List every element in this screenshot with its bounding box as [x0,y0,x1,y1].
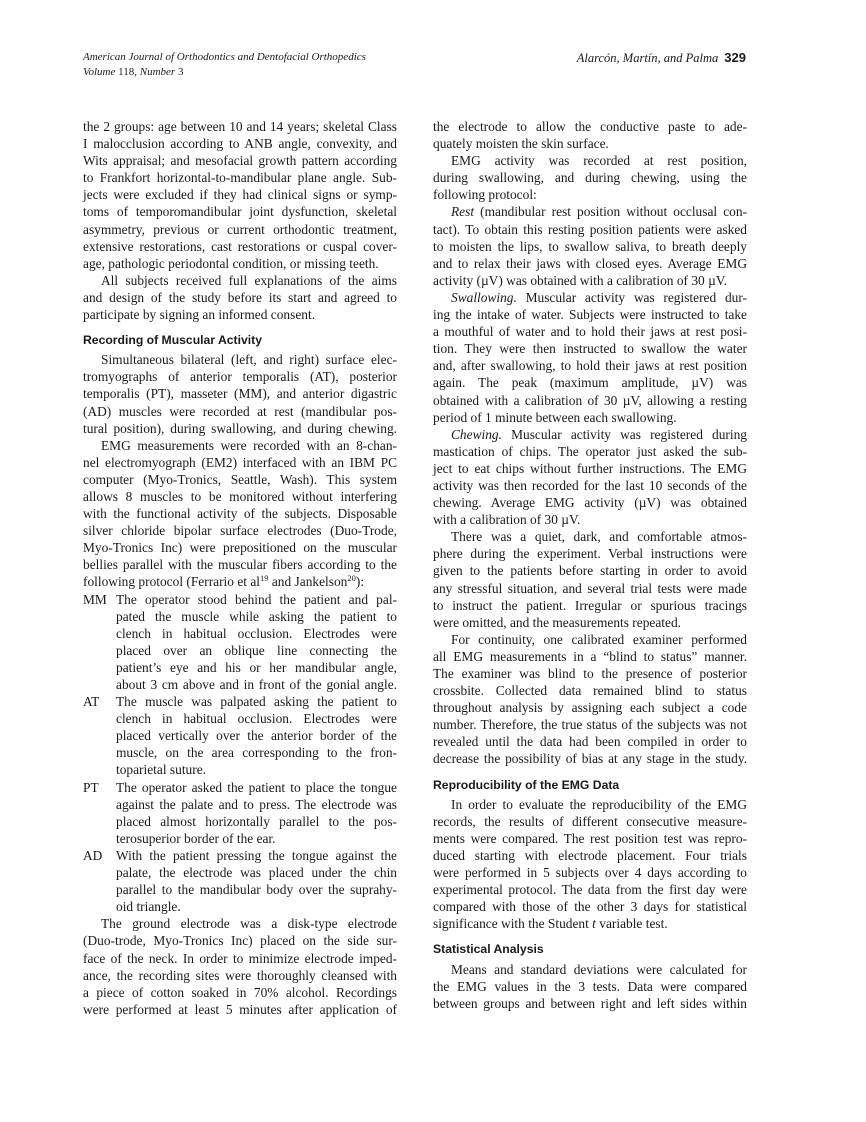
section-heading-statistical-analysis: Statistical Analysis [433,942,544,957]
text-line: nel electromyograph (EM2) interfaced with an IBM PC [83,454,397,470]
paragraph-atmosphere [433,528,747,631]
text-line: the electrode to allow the conductive paste to ade- [433,119,747,134]
protocol-item-pt [83,779,397,847]
text-line: obtained with a calibration of 30 µV, allowing a resting [433,392,747,408]
text-line: significance with the Student t variable test. [433,916,668,932]
text-line: age, pathologic periodontal condition, or missing teeth. [83,255,379,271]
text-line: (Duo-trode, Myo-Tronics Inc) placed on the side sur- [83,933,397,949]
text-line: toparietal suture. [116,762,206,778]
text-line: Myo-Tronics Inc) were prepositioned on the muscular [83,540,397,556]
text-line: phere during the experiment. Verbal instructions were [433,546,747,562]
text-line: ments were compared. The rest position test was repro- [433,830,747,846]
text-line: palate, the electrode was placed under the chin [116,865,397,881]
text-line: EMG measurements were recorded with an 8-chan- [101,437,397,453]
paragraph-inclusion-criteria [83,118,397,272]
text-line: against the palate and to press. The electrode was [116,796,397,812]
paragraph-paste [433,118,747,152]
journal-title: American Journal of Orthodontics and Dentofacial Orthopedics [83,51,366,63]
text-line: patient’s eye and his or her mandibular angle, [116,659,397,675]
text-line: given to the patients before starting in order to avoid [433,563,747,579]
text-line: activity was then recorded for the last 10 seconds of the [433,477,747,493]
text-line: and design of the study before its start and agreed to [83,289,397,305]
text-line: ing the intake of water. Subjects were instructed to take [433,307,747,323]
text-line: oid triangle. [116,899,181,915]
text-line: All subjects received full explanations of the aims [101,272,397,288]
right-column [433,118,747,1012]
text-line: jects were excluded if they had clinical signs or symp- [83,187,397,203]
running-header [83,50,746,86]
paragraph-consent [83,272,397,323]
text-line: temporalis (PT), masseter (MM), and anterior digastric [83,386,397,402]
text-line: to instruct the patient. Irregular or spurious tracings [433,597,747,613]
protocol-tag: MM [83,591,107,607]
protocol-tag: AD [83,847,103,863]
left-column [83,118,397,1018]
text-line: throughout analysis by assigning each subject a code [433,700,747,716]
text-line: ject to eat chips without further instructions. The EMG [433,460,747,476]
text-line: experimental protocol. The data from the first day were [433,882,747,898]
section-heading-reproducibility: Reproducibility of the EMG Data [433,777,620,792]
text-line: Swallowing. Muscular activity was registered dur- [451,289,747,305]
text-line: I malocclusion according to ANB angle, convexity, and [83,136,397,152]
text-line: muscle, on the area corresponding to the fron- [116,745,397,761]
text-line: a piece of cotton soaked in 70% alcohol. Recordings [83,984,397,1000]
text-line: There was a quiet, dark, and comfortable atmos- [451,529,747,545]
text-line: following protocol: [433,187,537,203]
text-line: Means and standard deviations were calculated for [451,961,747,977]
text-line: The ground electrode was a disk-type electrode [101,916,397,932]
text-line: (AD) muscles were recorded at rest (mandibular pos- [83,403,397,419]
text-line: tural position), during swallowing, and during chewing. [83,420,397,436]
text-line: compared with those of the other 3 days for statistical [433,899,747,915]
text-line: For continuity, one calibrated examiner performed [451,631,747,647]
text-line: bellies parallel with the muscular fibers according to the [83,557,397,573]
run-in-heading-chewing: Chewing. [451,426,502,442]
paragraph-emg-activity [433,152,747,203]
text-line: with the functional activity of the subjects. Disposable [83,506,397,522]
text-line: during swallowing, and during chewing, using the [433,170,747,186]
text-line: chewing. Average EMG activity (µV) was obtained [433,495,747,511]
text-line: clench in habitual occlusion. Electrodes were [116,711,397,727]
text-line: pated the muscle while asking the patient to [116,608,397,624]
text-line: participate by signing an informed consent. [83,307,316,323]
text-line: period of 1 minute between each swallowing. [433,409,677,425]
running-title [577,50,746,66]
paragraph-ground-electrode [83,915,397,1018]
text-line: the EMG values in the 3 tests. Data were compared [433,978,747,994]
text-line: with a calibration of 30 µV. [433,512,581,528]
text-line: terosuperior border of the ear. [116,830,276,846]
text-line: decrease the possibility of bias at any stage in the study. [433,751,747,767]
text-line: any stressful situation, and several trial tests were made [433,580,747,596]
paragraph-chewing [433,426,747,529]
protocol-list [83,591,397,916]
text-line: between groups and between right and left sides within [433,995,747,1011]
paragraph-reproducibility [433,796,747,933]
text-line: were performed in 5 subjects over 4 days according to [433,865,747,881]
protocol-tag: PT [83,779,99,795]
text-line: Chewing. Muscular activity was registered during [451,426,747,442]
run-in-heading-rest: Rest [451,204,475,220]
text-line: parallel to the mandibular body over the suprahy- [116,882,397,898]
text-line: Rest (mandibular rest position without occlusal con- [451,204,747,220]
text-line: asymmetry, previous or current orthodontic treatment, [83,221,397,237]
text-line: about 3 cm above and in front of the gonial angle. [116,677,397,692]
text-line: again. The peak (maximum amplitude, µV) was [433,375,747,391]
text-line: In order to evaluate the reproducibility of the EMG [451,796,747,812]
paragraph-muscles [83,351,397,436]
text-line: the 2 groups: age between 10 and 14 years; skeletal Class [83,119,397,134]
text-line: revealed until the data had been compiled in order to [433,734,747,750]
text-line: were omitted, and the measurements repeated. [433,614,681,630]
text-line: and to relax their jaws with closed eyes. Average EMG [433,255,747,271]
text-line: allows 8 muscles to be monitored without interfering [83,488,397,504]
text-line: The examiner was blind to the presence of posterior [433,666,747,681]
text-line: Wits appraisal; and mesofacial growth pattern according [83,153,397,169]
text-line: mastication of chips. The operator just asked the sub- [433,443,747,459]
journal-volume: Volume 118, Number 3 [83,66,184,78]
text-line: face of the neck. In order to minimize electrode imped- [83,950,397,966]
text-line: records, the results of different consecutive measure- [433,813,747,829]
text-line: following protocol (Ferrario et $al^{19}$ and Jankelson$^{20}$): [83,573,365,590]
text-line: placed vertically over the anterior border of the [116,728,397,744]
text-line: ance, the recording sites were thoroughly cleansed with [83,967,397,983]
text-line: number. Therefore, the true status of the subjects was not [433,717,747,733]
text-line: silver chloride bipolar surface electrodes (Duo-Trode, [83,523,397,539]
text-line: clench in habitual occlusion. Electrodes were [116,625,397,641]
text-line: activity (µV) was obtained with a calibration of 30 µV. [433,272,728,288]
text-line: computer (Myo-Tronics, Seattle, Wash). This system [83,471,397,487]
protocol-item-at [83,693,397,778]
text-line: to Frankfort horizontal-to-mandibular plane angle. Sub- [83,170,397,186]
paragraph-statistics [433,961,747,1012]
text-line: a mouthful of water and to hold their jaws at rest posi- [433,324,747,340]
citation-jankelson[interactable]: 20 [347,573,356,584]
text-line: PT The operator asked the patient to place the tongue [83,779,397,795]
text-line: and, after swallowing, to hold their jaws at rest position [433,358,747,374]
run-in-heading-swallowing: Swallowing. [451,289,517,305]
section-heading-recording: Recording of Muscular Activity [83,333,263,348]
protocol-item-mm [83,591,397,694]
text-line: tromyographs of anterior temporalis (AT), posterior [83,369,397,385]
text-line: AT The muscle was palpated asking the patient to [83,694,397,710]
text-line: Simultaneous bilateral (left, and right) surface elec- [101,352,397,368]
protocol-tag: AT [83,694,100,710]
authors: Alarcón, Martín, and Palma [576,51,719,65]
text-line: were performed at least 5 minutes after application of [83,1001,397,1017]
paragraph-emg-equipment [83,437,397,591]
text-line: toms of temporomandibular joint dysfunction, skeletal [83,204,397,220]
page-number: 329 [724,50,746,65]
paragraph-swallowing [433,289,747,426]
text-line: placed almost horizontally parallel to the pos- [116,813,397,829]
text-line: tion. They were then instructed to swallow the water [433,341,747,357]
text-line: placed over an oblique line connecting the [116,642,397,658]
text-line: to moisten the lips, to swallow saliva, to breath deeply [433,238,747,254]
paragraph-blinding [433,631,747,768]
journal-info [83,50,366,80]
paragraph-rest [433,203,747,288]
text-line: quately moisten the skin surface. [433,136,609,152]
text-line: EMG activity was recorded at rest position, [451,153,747,169]
text-line: MM The operator stood behind the patient and pal- [83,591,397,607]
citation-ferrario[interactable]: 19 [260,573,269,584]
text-line: crossbite. Collected data remained blind to status [433,683,747,699]
text-line: duced starting with electrode placement. Four trials [433,847,747,863]
text-line: AD With the patient pressing the tongue against the [83,847,397,863]
text-line: extensive restorations, cast restorations or cuspal cover- [83,238,397,254]
text-line: tact). To obtain this resting position patients were asked [433,221,747,237]
text-line: all EMG measurements in a “blind to status” manner. [433,648,747,664]
protocol-item-ad [83,847,397,915]
